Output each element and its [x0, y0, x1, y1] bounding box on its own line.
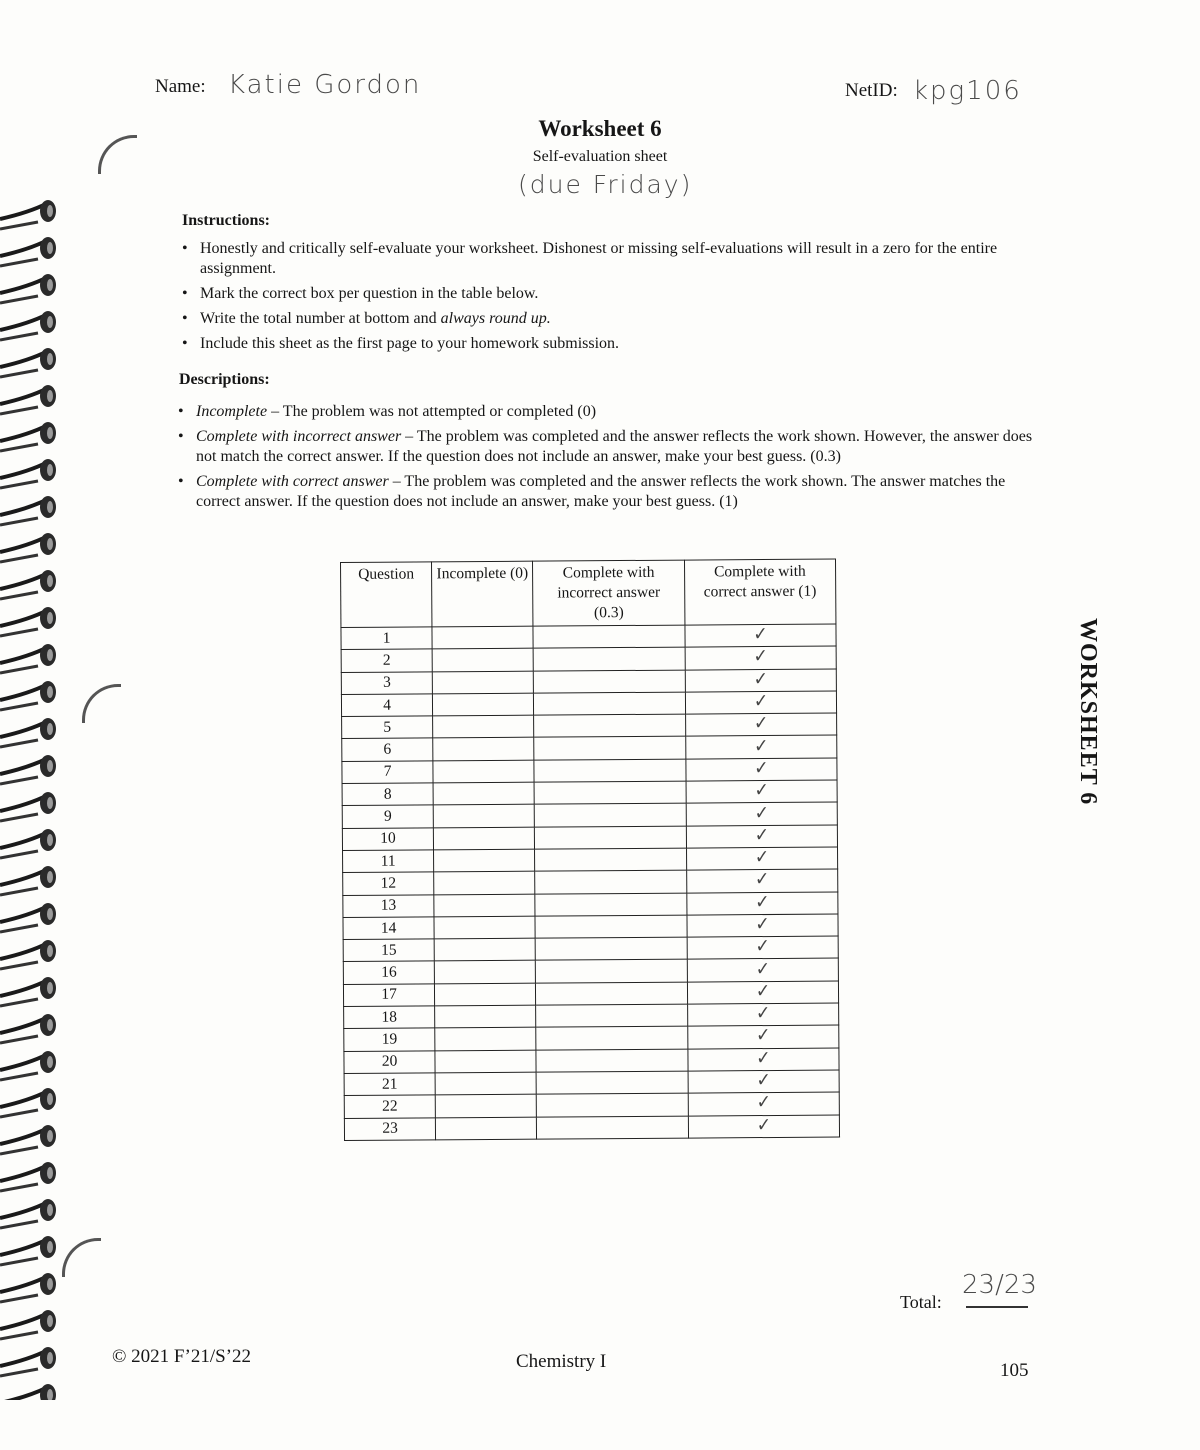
spiral-coil-icon — [0, 1125, 56, 1154]
spiral-coil-icon — [0, 1199, 56, 1228]
incomplete-cell — [435, 983, 536, 1006]
page-title: Worksheet 6 — [538, 116, 662, 141]
spiral-coil-icon — [0, 1310, 56, 1339]
description-item: • Complete with incorrect answer – The problem was completed and the answer reflects the work shown. However, the answer does not match the correct answer. If the question does not include an answer, make your best guess. (0.3) — [176, 427, 1048, 467]
spiral-coil-icon — [0, 829, 56, 858]
spiral-coil-icon — [0, 237, 56, 266]
incorrect-cell — [537, 1116, 688, 1139]
margin-curl-mark — [82, 684, 121, 723]
question-number-cell: 3 — [341, 671, 432, 694]
checkmark-icon: ✓ — [754, 846, 770, 869]
question-number-cell: 4 — [341, 694, 432, 717]
side-tab-label: WORKSHEET 6 — [1075, 618, 1101, 806]
incomplete-cell — [433, 738, 534, 761]
incomplete-cell — [433, 805, 534, 828]
incorrect-cell — [534, 714, 685, 737]
footer-copyright: © 2021 F’21/S’22 — [112, 1346, 252, 1367]
incomplete-cell — [434, 938, 535, 961]
incomplete-cell — [433, 693, 534, 716]
incomplete-cell — [434, 916, 535, 939]
correct-cell — [686, 802, 837, 825]
incomplete-cell — [435, 1027, 536, 1050]
checkmark-icon: ✓ — [755, 935, 770, 958]
spiral-coil-icon — [0, 607, 56, 636]
correct-cell — [685, 646, 836, 669]
column-header-incorrect — [533, 560, 685, 626]
incorrect-cell — [535, 803, 686, 826]
question-number-cell: 5 — [342, 716, 433, 739]
incorrect-cell — [535, 915, 686, 938]
checkmark-icon: ✓ — [754, 890, 770, 913]
question-number-cell: 18 — [344, 1006, 435, 1029]
question-number-cell: 19 — [344, 1028, 435, 1051]
checkmark-icon: ✓ — [755, 979, 771, 1002]
column-header-incomplete — [432, 561, 534, 627]
question-number-cell: 21 — [344, 1073, 435, 1096]
instruction-item: • Write the total number at bottom and always round up. — [180, 309, 1050, 329]
question-number-cell: 14 — [343, 917, 434, 940]
question-number-cell: 2 — [341, 649, 432, 672]
incorrect-cell — [534, 759, 685, 782]
spiral-coil-icon — [0, 274, 56, 303]
spiral-coil-icon — [0, 200, 56, 229]
header-incorrect-text: Complete with incorrect answer (0.3) — [557, 563, 661, 622]
column-header-question: Question — [341, 562, 433, 628]
total-label: Total: — [900, 1292, 942, 1312]
netid-value-handwritten: kpg106 — [913, 76, 1022, 106]
incomplete-cell — [434, 871, 535, 894]
header-incomplete-text: Incomplete (0) — [436, 564, 529, 583]
incomplete-cell — [432, 671, 533, 694]
incorrect-cell — [533, 647, 684, 670]
incomplete-cell — [433, 782, 534, 805]
page-number: 105 — [1000, 1360, 1029, 1381]
spiral-coil-icon — [0, 496, 56, 525]
footer-course: Chemistry I — [516, 1351, 607, 1372]
incorrect-cell — [536, 960, 687, 983]
spiral-coil-icon — [0, 940, 56, 969]
instructions-list — [180, 239, 1050, 359]
question-number-cell: 16 — [343, 961, 434, 984]
checkmark-icon: ✓ — [754, 823, 769, 846]
total-value-handwritten: 23/23 — [962, 1270, 1037, 1300]
checkmark-icon: ✓ — [753, 623, 768, 646]
incorrect-cell — [536, 1071, 687, 1094]
question-number-cell: 22 — [344, 1095, 435, 1118]
spiral-coil-icon — [0, 1088, 56, 1117]
question-number-cell: 9 — [342, 805, 433, 828]
question-number-cell: 17 — [343, 984, 434, 1007]
spiral-coil-icon — [0, 1162, 56, 1191]
correct-cell — [686, 847, 837, 870]
correct-cell — [687, 1003, 838, 1026]
correct-cell — [687, 1025, 838, 1048]
checkmark-icon: ✓ — [753, 645, 768, 668]
correct-cell — [685, 736, 836, 759]
correct-cell — [685, 713, 836, 736]
incomplete-cell — [436, 1117, 537, 1140]
correct-cell — [686, 869, 837, 892]
checkmark-icon: ✓ — [755, 913, 770, 936]
netid-label: NetID: — [845, 80, 898, 101]
checkmark-icon: ✓ — [753, 712, 769, 735]
checkmark-icon: ✓ — [755, 1002, 771, 1025]
spiral-coil-icon — [0, 1051, 56, 1080]
incomplete-cell — [434, 894, 535, 917]
question-number-cell: 8 — [342, 783, 433, 806]
question-number-cell: 7 — [342, 761, 433, 784]
spiral-coil-icon — [0, 348, 56, 377]
instructions-heading: Instructions: — [182, 212, 271, 229]
table-body — [341, 624, 840, 1140]
spiral-coil-icon — [0, 1273, 56, 1302]
spiral-coil-icon — [0, 1014, 56, 1043]
total-underline — [966, 1306, 1028, 1308]
incomplete-cell — [432, 626, 533, 649]
incomplete-cell — [435, 1005, 536, 1028]
description-item: • Incomplete – The problem was not attempted or completed (0) — [176, 402, 1048, 422]
incomplete-cell — [433, 760, 534, 783]
question-number-cell: 20 — [344, 1050, 435, 1073]
name-label: Name: — [155, 76, 206, 97]
self-evaluation-table — [340, 559, 840, 1141]
incorrect-cell — [536, 1004, 687, 1027]
correct-cell — [685, 669, 836, 692]
question-number-cell: 12 — [343, 872, 434, 895]
incorrect-cell — [534, 670, 685, 693]
spiral-coil-icon — [0, 644, 56, 673]
correct-cell — [688, 1115, 839, 1138]
incorrect-cell — [533, 625, 684, 648]
spiral-coil-icon — [0, 459, 56, 488]
spiral-coil-icon — [0, 1347, 56, 1376]
checkmark-icon: ✓ — [756, 1069, 771, 1092]
spiral-coil-icon — [0, 903, 56, 932]
incomplete-cell — [435, 1094, 536, 1117]
checkmark-icon: ✓ — [754, 868, 770, 891]
spiral-coil-icon — [0, 533, 56, 562]
incomplete-cell — [432, 648, 533, 671]
incorrect-cell — [535, 870, 686, 893]
header-correct-text: Complete with correct answer (1) — [703, 562, 817, 601]
spiral-coil-icon — [0, 422, 56, 451]
incomplete-cell — [433, 715, 534, 738]
spiral-coil-icon — [0, 1384, 56, 1400]
checkmark-icon: ✓ — [754, 756, 769, 780]
page-subtitle: Self-evaluation sheet — [532, 148, 668, 165]
spiral-coil-icon — [0, 570, 56, 599]
spiral-coil-icon — [0, 681, 56, 710]
descriptions-heading: Descriptions: — [179, 371, 270, 388]
table-row — [344, 1115, 839, 1141]
correct-cell — [687, 914, 838, 937]
checkmark-icon: ✓ — [753, 667, 768, 690]
question-number-cell: 11 — [343, 850, 434, 873]
instruction-item: • Mark the correct box per question in the table below. — [180, 284, 1050, 304]
due-note-handwritten: (due Friday) — [518, 170, 693, 199]
spiral-coil-icon — [0, 755, 56, 784]
incorrect-cell — [536, 1049, 687, 1072]
question-number-cell: 13 — [343, 894, 434, 917]
incorrect-cell — [535, 826, 686, 849]
checkmark-icon: ✓ — [754, 801, 769, 824]
checkmark-icon: ✓ — [756, 1046, 771, 1069]
question-number-cell: 10 — [342, 828, 433, 851]
spiral-coil-icon — [0, 718, 56, 747]
correct-cell — [686, 758, 837, 781]
incorrect-cell — [536, 937, 687, 960]
name-value-handwritten: Katie Gordon — [228, 70, 422, 100]
checkmark-icon: ✓ — [756, 1091, 771, 1114]
spiral-binding — [0, 0, 80, 1400]
instruction-item: • Include this sheet as the first page to your homework submission. — [180, 334, 1050, 354]
spiral-coil-icon — [0, 385, 56, 414]
descriptions-list — [176, 402, 1048, 517]
question-number-cell: 23 — [344, 1117, 435, 1140]
correct-cell — [688, 1048, 839, 1071]
question-number-cell: 15 — [343, 939, 434, 962]
spiral-coil-icon — [0, 792, 56, 821]
instruction-item: • Honestly and critically self-evaluate your worksheet. Dishonest or missing self-evaluations will result in a zero for the entire assignment. — [180, 239, 1050, 279]
incomplete-cell — [434, 827, 535, 850]
incorrect-cell — [535, 848, 686, 871]
incomplete-cell — [435, 1072, 536, 1095]
incomplete-cell — [435, 1050, 536, 1073]
correct-cell — [685, 624, 836, 647]
correct-cell — [687, 981, 838, 1004]
incorrect-cell — [537, 1093, 688, 1116]
correct-cell — [688, 1092, 839, 1115]
checkmark-icon: ✓ — [755, 957, 770, 980]
incorrect-cell — [534, 692, 685, 715]
checkmark-icon: ✓ — [753, 734, 769, 757]
spiral-coil-icon — [0, 866, 56, 895]
incorrect-cell — [535, 893, 686, 916]
correct-cell — [686, 780, 837, 803]
question-number-cell: 6 — [342, 738, 433, 761]
table-header-row — [341, 559, 836, 627]
correct-cell — [688, 1070, 839, 1093]
spiral-coil-icon — [0, 977, 56, 1006]
checkmark-icon: ✓ — [756, 1113, 772, 1136]
spiral-coil-icon — [0, 311, 56, 340]
checkmark-icon: ✓ — [755, 1024, 771, 1047]
incorrect-cell — [534, 737, 685, 760]
checkmark-icon: ✓ — [754, 779, 769, 802]
correct-cell — [687, 936, 838, 959]
correct-cell — [686, 892, 837, 915]
incorrect-cell — [534, 781, 685, 804]
question-number-cell: 1 — [341, 627, 432, 650]
spiral-coil-icon — [0, 1236, 56, 1265]
incomplete-cell — [434, 961, 535, 984]
incorrect-cell — [536, 1026, 687, 1049]
correct-cell — [686, 825, 837, 848]
incorrect-cell — [536, 982, 687, 1005]
column-header-correct — [684, 559, 836, 625]
checkmark-icon: ✓ — [753, 690, 769, 713]
incomplete-cell — [434, 849, 535, 872]
correct-cell — [685, 691, 836, 714]
description-item: • Complete with correct answer – The problem was completed and the answer reflects the work shown. The answer matches the correct answer. If the question does not include an answer, make your best guess. (1) — [176, 472, 1048, 512]
correct-cell — [687, 958, 838, 981]
